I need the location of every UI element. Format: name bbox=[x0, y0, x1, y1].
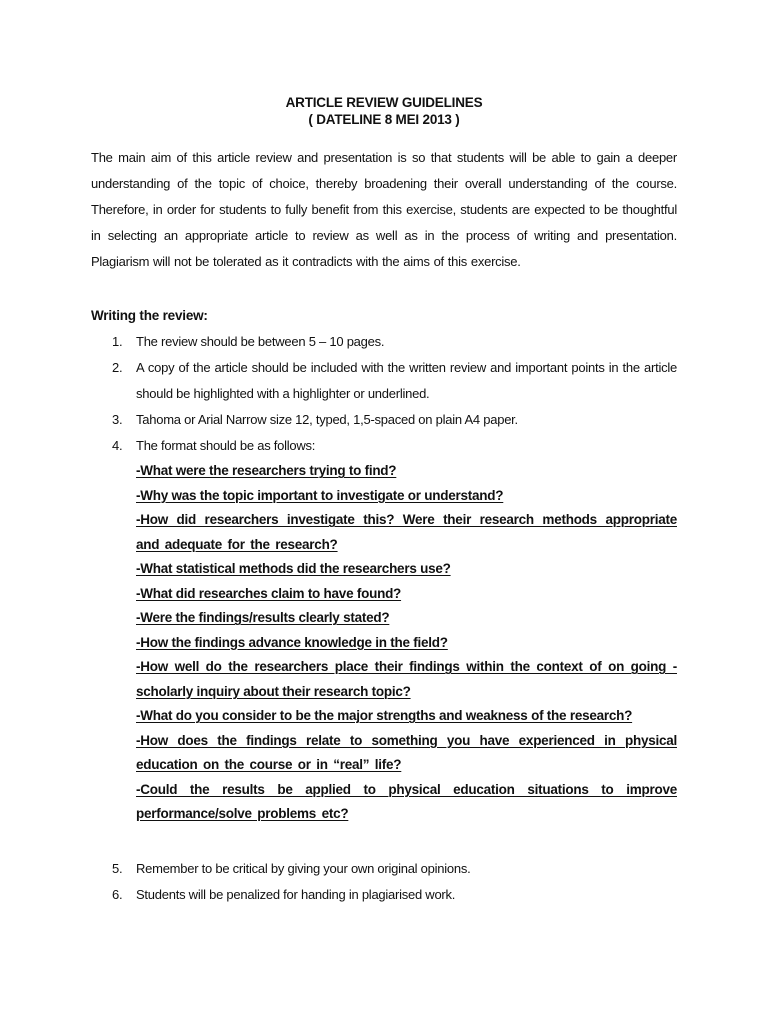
format-question: -How did researchers investigate this? Were their research methods appropriate and adequate for the research? bbox=[136, 512, 677, 552]
format-question: -Could the results be applied to physical education situations to improve performance/solve problems etc? bbox=[136, 781, 677, 821]
list-item-number: 1. bbox=[112, 334, 123, 349]
guideline-list-continued bbox=[91, 856, 677, 908]
list-item-text: The format should be as follows: bbox=[136, 438, 316, 453]
format-question: -How well do the researchers place their findings within the context of on going -scholarly inquiry about their research topic? bbox=[136, 659, 677, 699]
format-question: -How does the findings relate to something you have experienced in physical education on the course or in “real” life? bbox=[136, 732, 677, 772]
list-item-number: 5. bbox=[112, 861, 123, 876]
document-title: ARTICLE REVIEW GUIDELINES bbox=[285, 95, 483, 110]
format-question: -Were the findings/results clearly stated? bbox=[136, 610, 390, 625]
format-question-list bbox=[136, 459, 677, 827]
section-heading: Writing the review: bbox=[91, 308, 208, 323]
format-question: -What statistical methods did the researchers use? bbox=[136, 561, 451, 576]
guideline-list bbox=[91, 329, 677, 827]
list-item-number: 6. bbox=[112, 887, 123, 902]
list-item-number: 2. bbox=[112, 360, 123, 375]
list-item-text: Tahoma or Arial Narrow size 12, typed, 1,5-spaced on plain A4 paper. bbox=[136, 412, 518, 427]
list-item bbox=[91, 882, 677, 908]
list-item-text: Remember to be critical by giving your own original opinions. bbox=[136, 861, 471, 876]
list-item-text: The review should be between 5 – 10 pages. bbox=[136, 334, 385, 349]
list-item-number: 3. bbox=[112, 412, 123, 427]
list-item bbox=[91, 856, 677, 882]
format-question: -Why was the topic important to investigate or understand? bbox=[136, 487, 504, 503]
document-dateline: ( DATELINE 8 MEI 2013 ) bbox=[308, 112, 460, 127]
title-block bbox=[0, 94, 768, 128]
list-item bbox=[91, 355, 677, 407]
format-question: -What did researches claim to have found? bbox=[136, 585, 402, 601]
format-question: -How the findings advance knowledge in the field? bbox=[136, 634, 448, 650]
list-item bbox=[91, 407, 677, 433]
list-item-number: 4. bbox=[112, 438, 123, 453]
list-item bbox=[91, 329, 677, 355]
format-question: -What were the researchers trying to find? bbox=[136, 463, 397, 478]
list-item-text: Students will be penalized for handing in plagiarised work. bbox=[136, 887, 456, 902]
intro-paragraph: The main aim of this article review and presentation is so that students will be able to gain a deeper understanding of the topic of choice, thereby broadening their overall understanding of the course. Therefore, in order for students to fully benefit from this exercise, students are expected to be thoughtful in selecting an appropriate article to review as well as in the process of writing and presentation. Plagiarism will not be tolerated as it contradicts with the aims of this exercise. bbox=[91, 150, 677, 269]
list-item-text: A copy of the article should be included with the written review and important points in the article should be highlighted with a highlighter or underlined. bbox=[136, 360, 677, 401]
list-item bbox=[91, 433, 677, 459]
format-question: -What do you consider to be the major strengths and weakness of the research? bbox=[136, 708, 633, 723]
